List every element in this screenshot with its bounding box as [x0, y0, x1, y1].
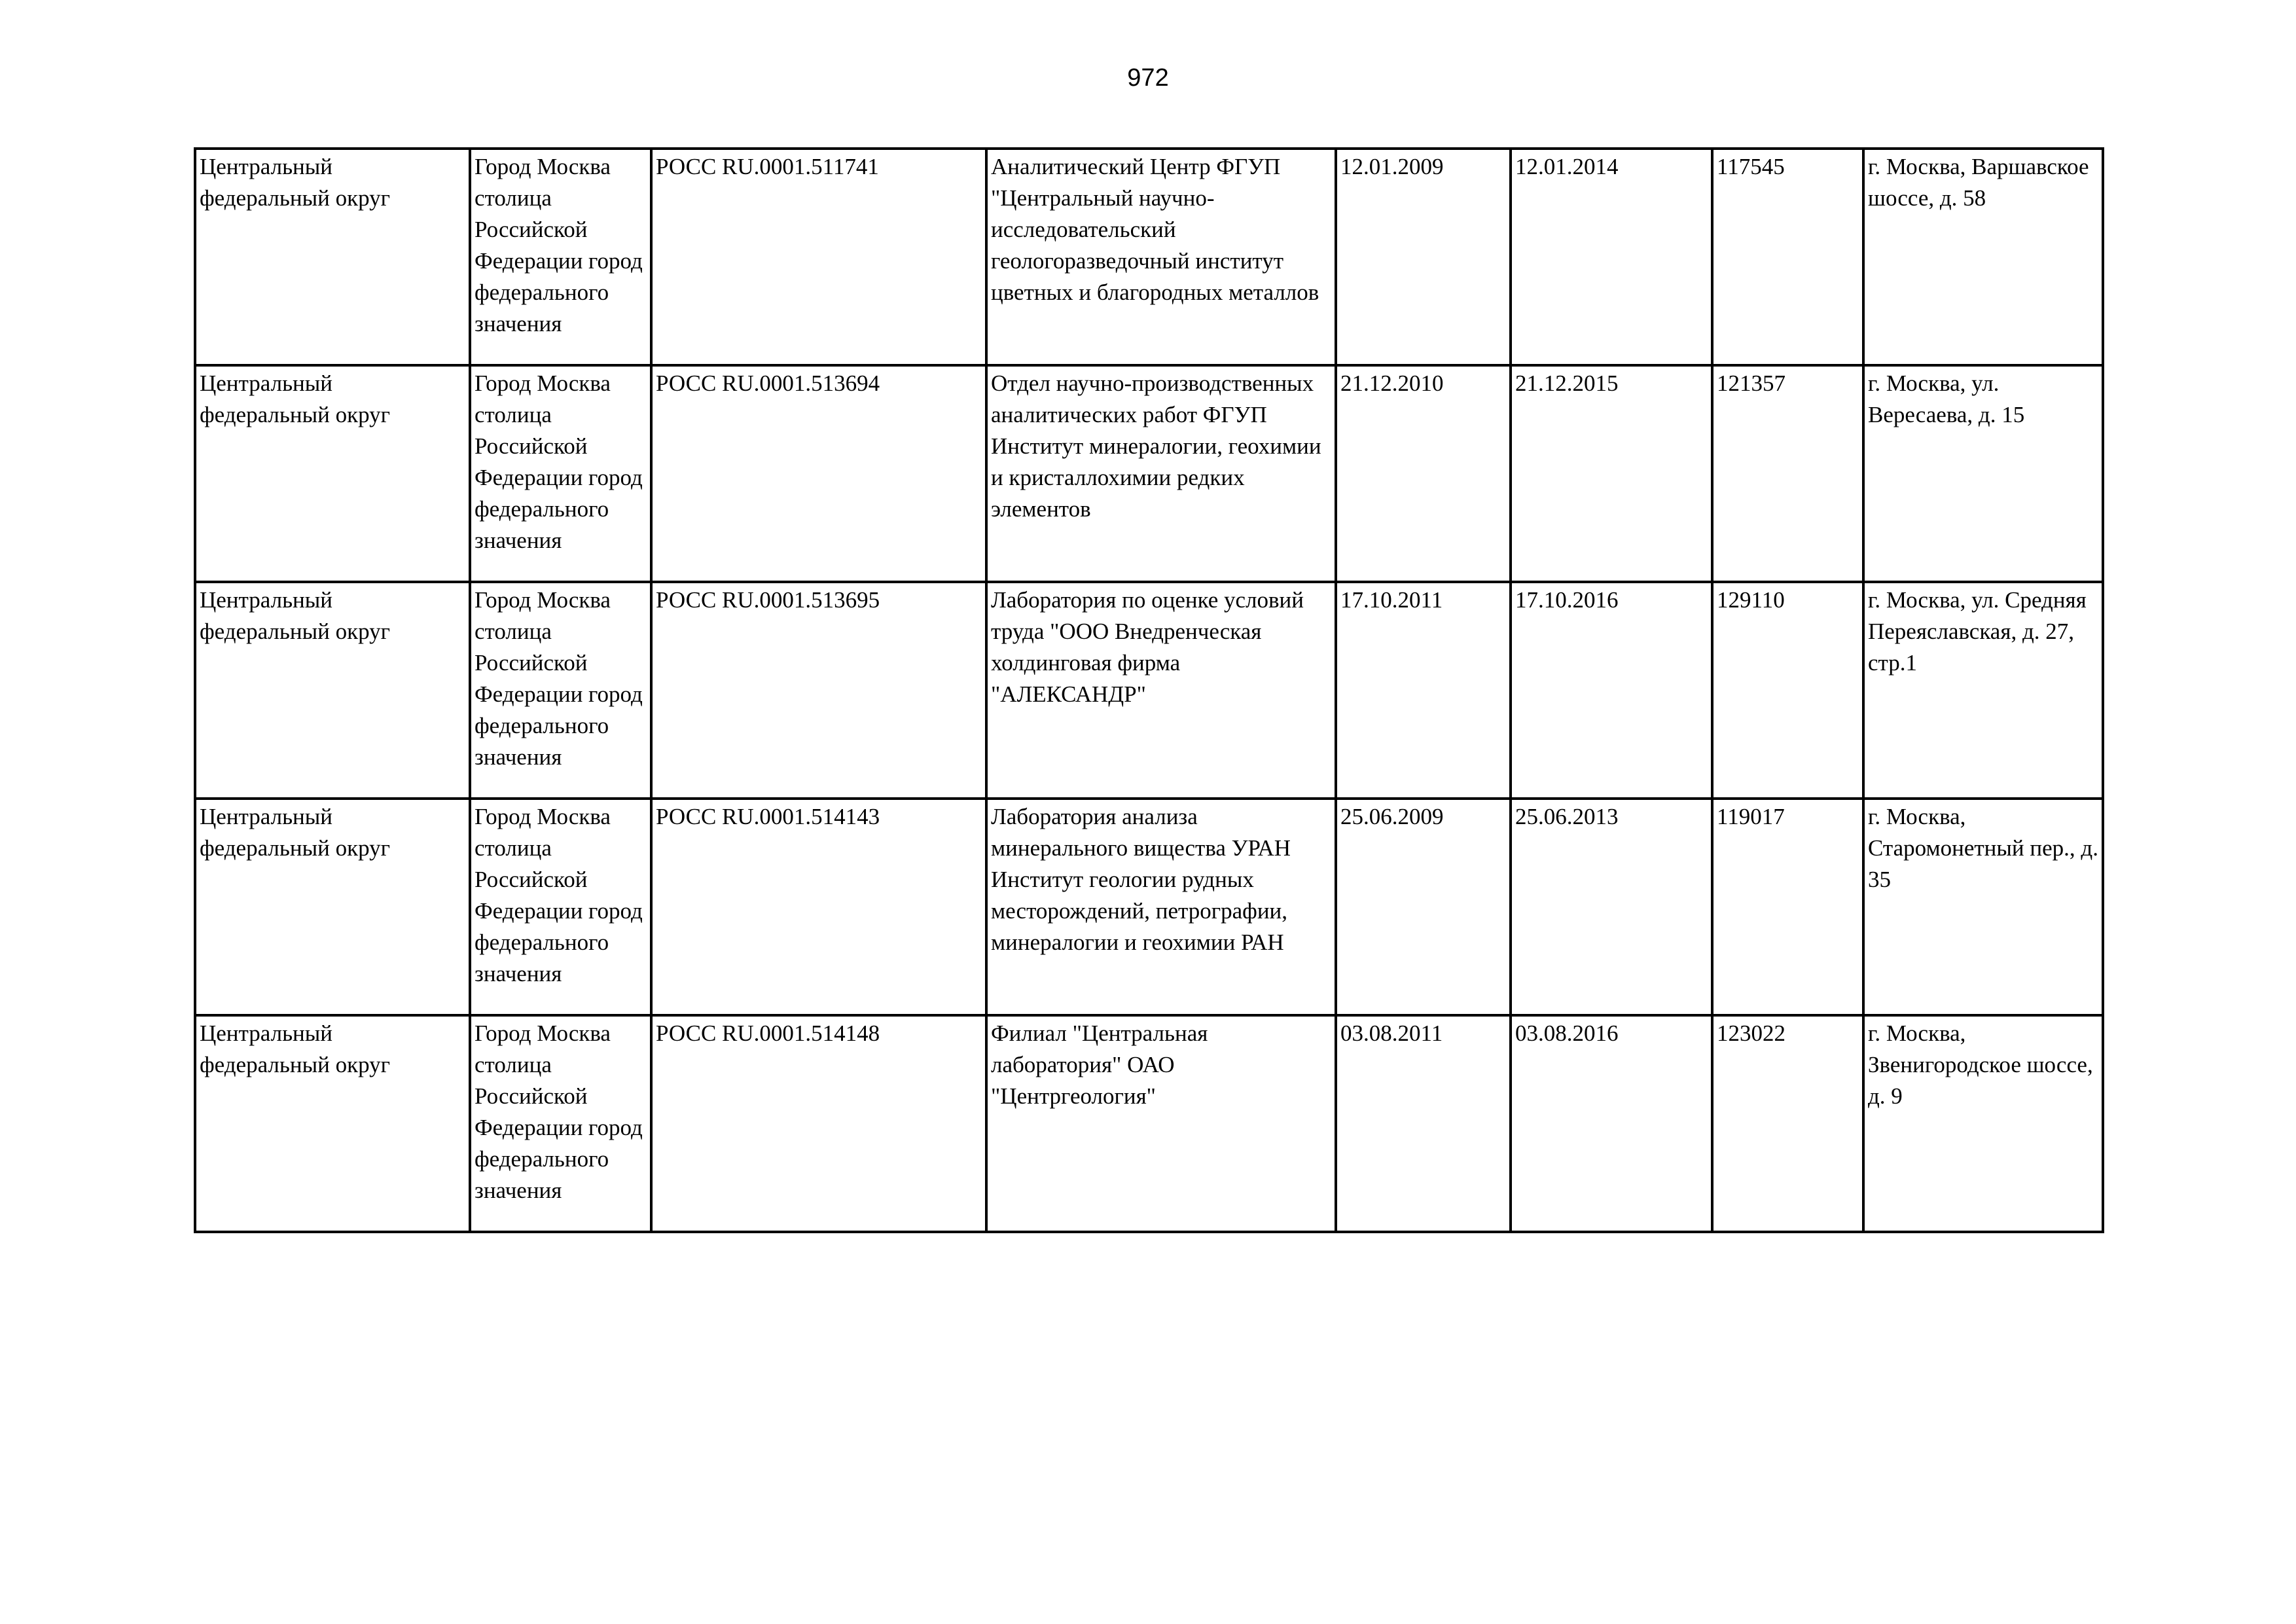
date-from-cell: 03.08.2011: [1336, 1015, 1511, 1232]
registry-table: [194, 147, 2104, 1233]
district-cell: Центральный федеральный округ: [195, 365, 470, 582]
postal-index-cell: 117545: [1712, 149, 1863, 365]
table-row: [195, 365, 2103, 582]
organization-cell: Отдел научно-производственных аналитических работ ФГУП Институт минералогии, геохимии и кристаллохимии редких элементов: [986, 365, 1336, 582]
address-cell: г. Москва, Варшавское шоссе, д. 58: [1863, 149, 2103, 365]
certificate-cell: РОСС RU.0001.514148: [651, 1015, 986, 1232]
district-cell: Центральный федеральный округ: [195, 149, 470, 365]
date-to-cell: 17.10.2016: [1511, 582, 1712, 799]
date-to-cell: 03.08.2016: [1511, 1015, 1712, 1232]
address-cell: г. Москва, Звенигородское шоссе, д. 9: [1863, 1015, 2103, 1232]
region-cell: Город Москва столица Российской Федерации город федерального значения: [470, 149, 651, 365]
postal-index-cell: 123022: [1712, 1015, 1863, 1232]
region-cell: Город Москва столица Российской Федерации город федерального значения: [470, 1015, 651, 1232]
table-row: [195, 149, 2103, 365]
address-cell: г. Москва, Старомонетный пер., д. 35: [1863, 799, 2103, 1015]
table-row: [195, 799, 2103, 1015]
district-cell: Центральный федеральный округ: [195, 1015, 470, 1232]
date-to-cell: 12.01.2014: [1511, 149, 1712, 365]
region-cell: Город Москва столица Российской Федерации город федерального значения: [470, 582, 651, 799]
district-cell: Центральный федеральный округ: [195, 799, 470, 1015]
organization-cell: Аналитический Центр ФГУП "Центральный научно-исследовательский геологоразведочный институт цветных и благородных металлов: [986, 149, 1336, 365]
date-from-cell: 25.06.2009: [1336, 799, 1511, 1015]
organization-cell: Лаборатория анализа минерального вищества УРАН Институт геологии рудных месторождений, петрографии, минералогии и геохимии РАН: [986, 799, 1336, 1015]
organization-cell: Филиал "Центральная лаборатория" ОАО "Центргеология": [986, 1015, 1336, 1232]
certificate-cell: РОСС RU.0001.511741: [651, 149, 986, 365]
organization-cell: Лаборатория по оценке условий труда "ООО Внедренческая холдинговая фирма "АЛЕКСАНДР": [986, 582, 1336, 799]
region-cell: Город Москва столица Российской Федерации город федерального значения: [470, 365, 651, 582]
table-row: [195, 1015, 2103, 1232]
page-number: 972: [1127, 64, 1169, 92]
certificate-cell: РОСС RU.0001.513694: [651, 365, 986, 582]
postal-index-cell: 121357: [1712, 365, 1863, 582]
date-from-cell: 17.10.2011: [1336, 582, 1511, 799]
postal-index-cell: 119017: [1712, 799, 1863, 1015]
date-to-cell: 25.06.2013: [1511, 799, 1712, 1015]
date-from-cell: 21.12.2010: [1336, 365, 1511, 582]
date-to-cell: 21.12.2015: [1511, 365, 1712, 582]
address-cell: г. Москва, ул. Средняя Переяславская, д. 27, стр.1: [1863, 582, 2103, 799]
certificate-cell: РОСС RU.0001.514143: [651, 799, 986, 1015]
table-row: [195, 582, 2103, 799]
region-cell: Город Москва столица Российской Федерации город федерального значения: [470, 799, 651, 1015]
postal-index-cell: 129110: [1712, 582, 1863, 799]
district-cell: Центральный федеральный округ: [195, 582, 470, 799]
date-from-cell: 12.01.2009: [1336, 149, 1511, 365]
certificate-cell: РОСС RU.0001.513695: [651, 582, 986, 799]
address-cell: г. Москва, ул. Вересаева, д. 15: [1863, 365, 2103, 582]
